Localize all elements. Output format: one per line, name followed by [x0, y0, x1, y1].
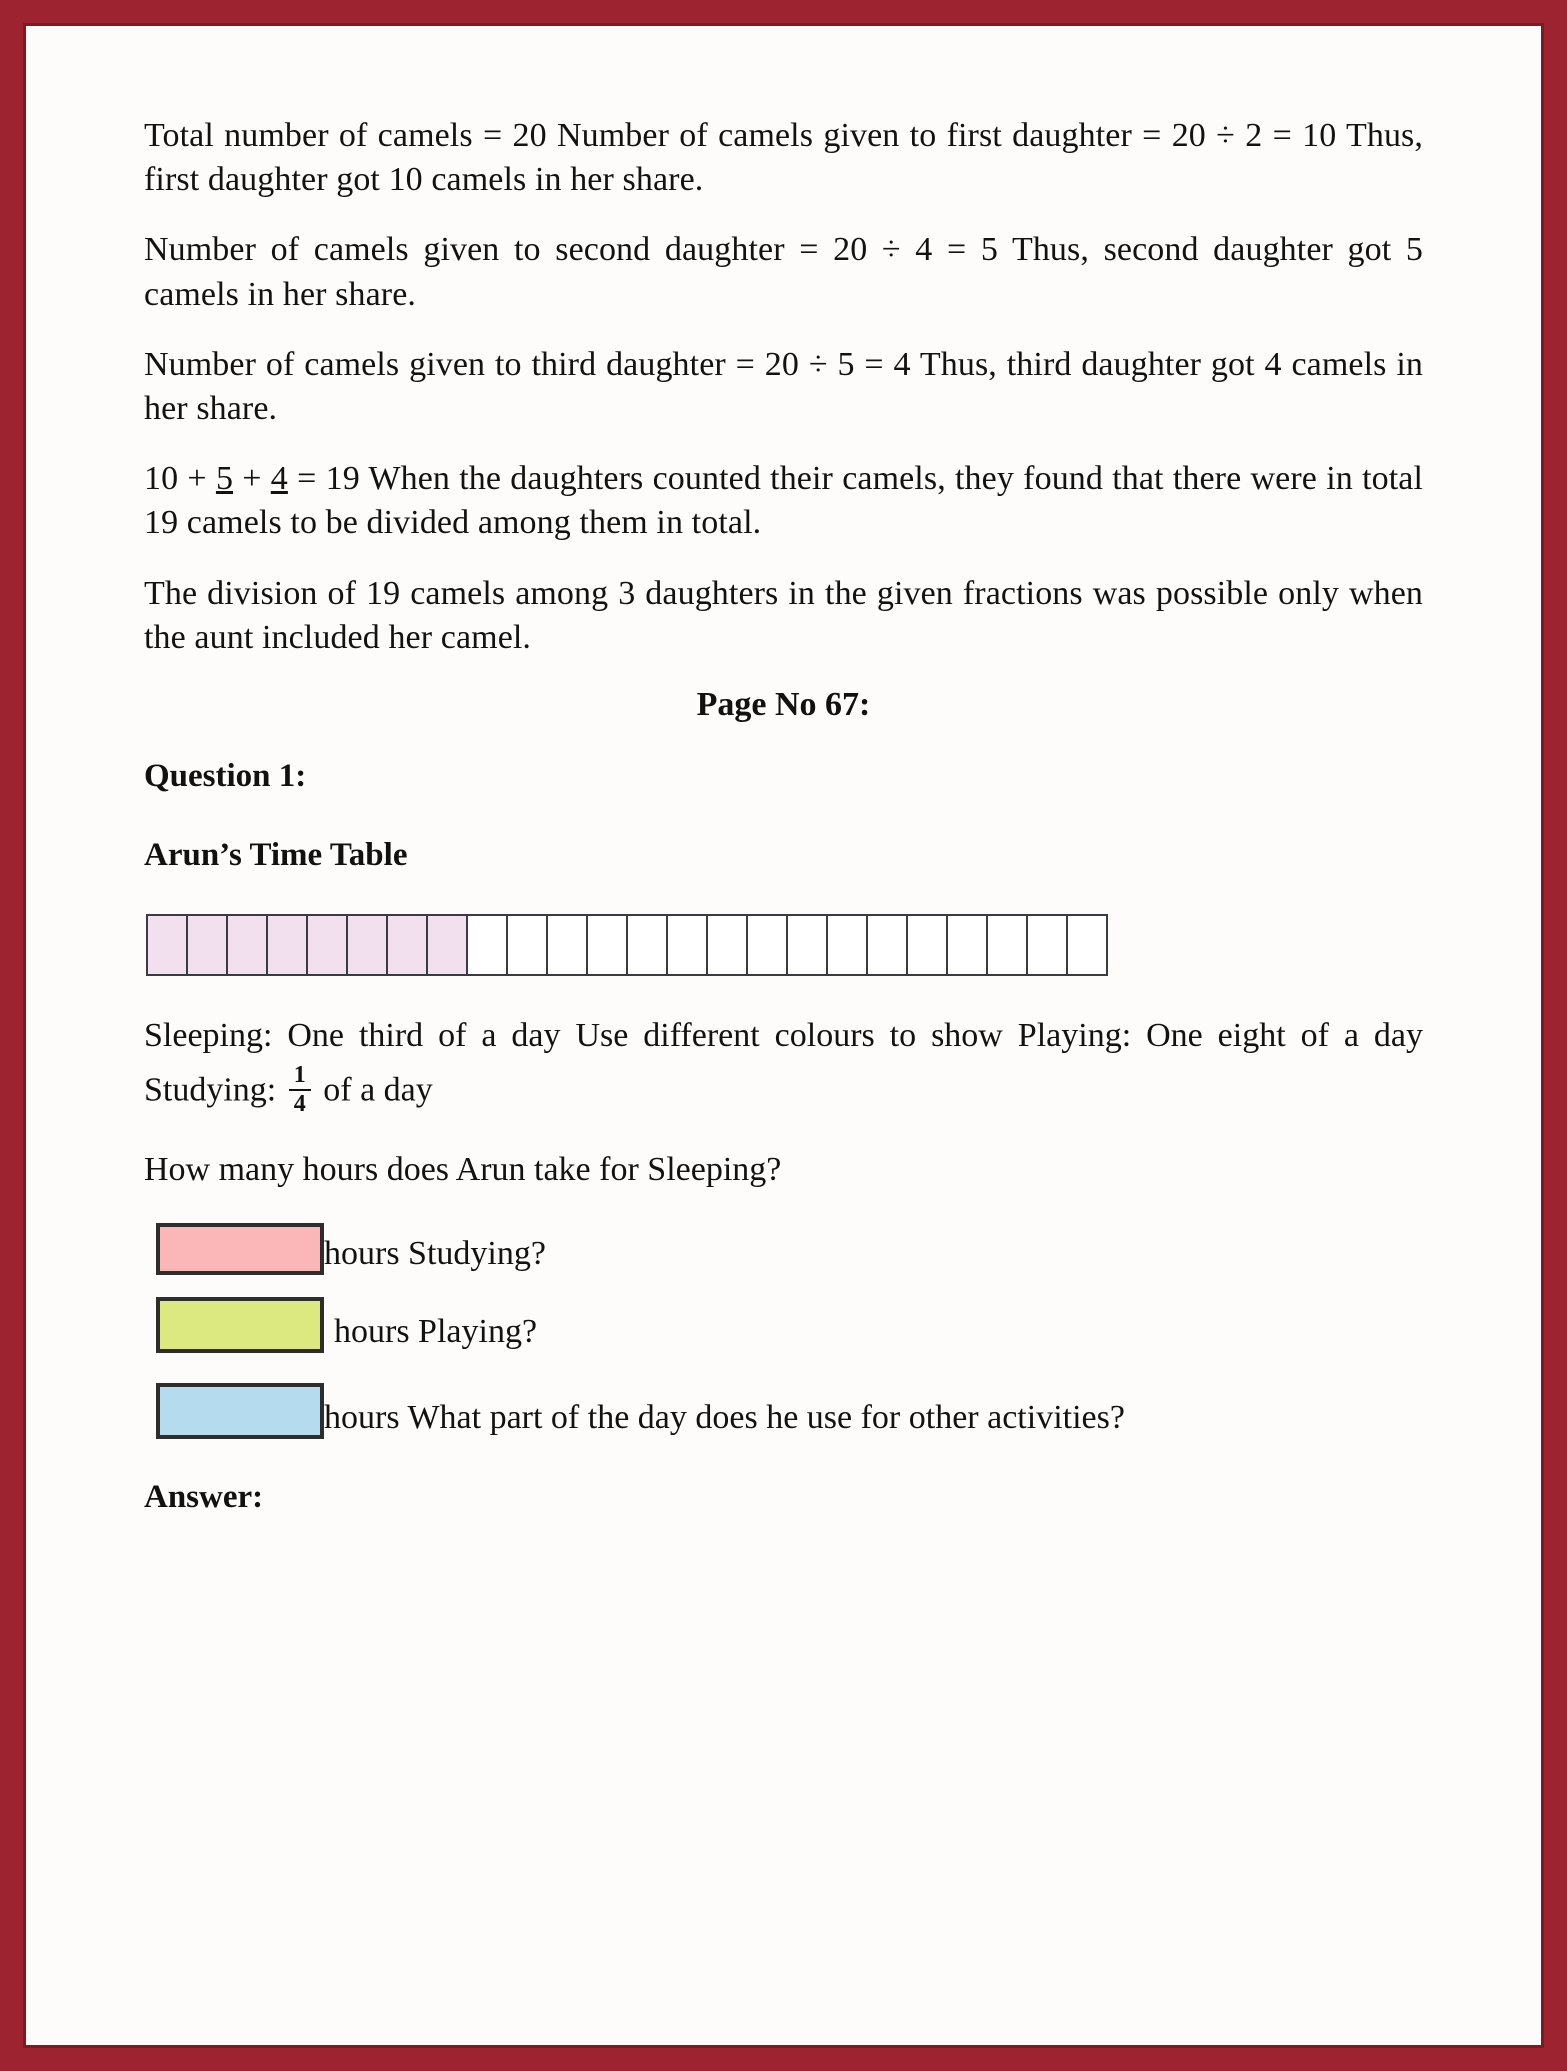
paragraph-closing: The division of 19 camels among 3 daughters in the given fractions was possible only when the aunt included her camel. — [144, 574, 1423, 656]
time-table-cell[interactable] — [788, 916, 828, 974]
time-table-cell[interactable] — [1068, 916, 1106, 974]
sum-underlined-four: 4 — [270, 460, 288, 498]
legend-line — [144, 1010, 1423, 1117]
paragraph-third-daughter: Number of camels given to third daughter = 20 ÷ 5 = 4 Thus, third daughter got 4 camels in her share. — [144, 345, 1423, 427]
time-table-cell[interactable] — [1028, 916, 1068, 974]
answer-label-playing: hours Playing? — [334, 1312, 538, 1350]
time-table-cell[interactable] — [868, 916, 908, 974]
question-heading: Question 1: — [144, 757, 307, 794]
time-table-cell[interactable] — [948, 916, 988, 974]
sum-underlined-five: 5 — [215, 460, 234, 498]
time-table-cell[interactable] — [148, 916, 188, 974]
time-table-cell[interactable] — [588, 916, 628, 974]
time-table-cell[interactable] — [628, 916, 668, 974]
paragraph-sum-line — [144, 457, 1423, 545]
page-number-heading: Page No 67: — [696, 685, 871, 723]
sum-mid: + — [233, 460, 271, 498]
time-table-title: Arun’s Time Table — [144, 836, 408, 873]
answer-row-studying — [144, 1223, 1423, 1275]
answer-row-other — [144, 1383, 1423, 1439]
paragraph-second-daughter: Number of camels given to second daughter = 20 ÷ 4 = 5 Thus, second daughter got 5 camels in her share. — [144, 231, 1423, 313]
answer-label-other: hours What part of the day does he use for other activities? — [324, 1398, 1125, 1436]
page-border-frame — [13, 13, 1554, 2058]
time-table-cell[interactable] — [668, 916, 708, 974]
fraction-one-fourth — [289, 1063, 311, 1117]
time-table-cell[interactable] — [908, 916, 948, 974]
answer-box-playing[interactable] — [156, 1297, 324, 1353]
time-table-cell[interactable] — [388, 916, 428, 974]
answer-row-playing — [144, 1297, 1423, 1353]
fraction-denominator: 4 — [293, 1090, 306, 1117]
fraction-numerator: 1 — [293, 1061, 306, 1088]
time-table-cell[interactable] — [708, 916, 748, 974]
legend-suffix: of a day — [314, 1070, 433, 1108]
time-table-cell[interactable] — [468, 916, 508, 974]
time-table-cell[interactable] — [348, 916, 388, 974]
paragraph-first-daughter: Total number of camels = 20 Number of camels given to first daughter = 20 ÷ 2 = 10 Thus, first daughter got 10 camels in her share. — [144, 117, 1423, 199]
time-table-cell[interactable] — [228, 916, 268, 974]
time-table-cell[interactable] — [508, 916, 548, 974]
page-content — [26, 26, 1541, 2045]
sum-suffix: = 19 When the daughters counted their camels, they found that there were in total 19 camels to be divided among them in total. — [144, 460, 1423, 542]
page-sheet — [23, 23, 1544, 2048]
time-table-cell[interactable] — [988, 916, 1028, 974]
sum-prefix: 10 + — [144, 460, 216, 498]
time-table-cell[interactable] — [428, 916, 468, 974]
time-table-strip — [146, 914, 1108, 976]
answer-box-studying[interactable] — [156, 1223, 324, 1275]
answer-label-studying: hours Studying? — [324, 1234, 546, 1272]
answer-box-other[interactable] — [156, 1383, 324, 1439]
time-table-cell[interactable] — [188, 916, 228, 974]
time-table-cell[interactable] — [748, 916, 788, 974]
time-table-cell[interactable] — [828, 916, 868, 974]
question-sleeping-text: How many hours does Arun take for Sleeping? — [144, 1150, 782, 1188]
legend-prefix: Sleeping: One third of a day Use different colours to show Playing: One eight of a day Studying: — [144, 1016, 1423, 1108]
answer-heading: Answer: — [144, 1478, 264, 1515]
time-table-cell[interactable] — [308, 916, 348, 974]
time-table-cell[interactable] — [548, 916, 588, 974]
time-table-cell[interactable] — [268, 916, 308, 974]
